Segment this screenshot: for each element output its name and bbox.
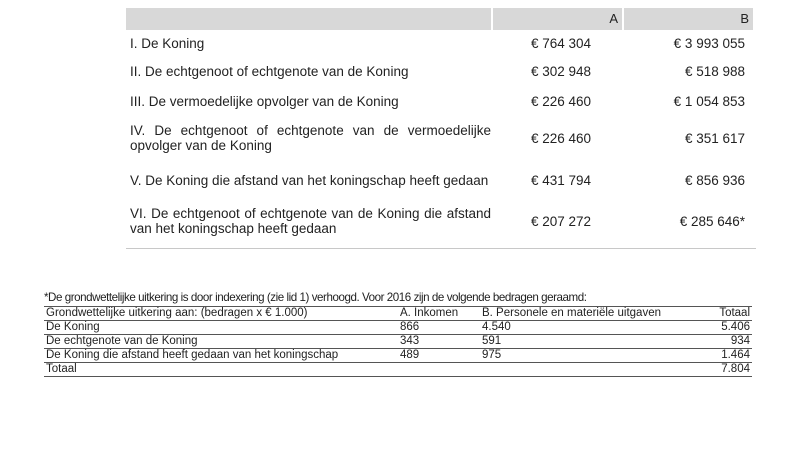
recipient-cell: De Koning (46, 321, 100, 333)
recipient-cell: Totaal (46, 363, 77, 375)
income-cell (400, 363, 482, 376)
value-b: € 1 054 853 (673, 93, 745, 109)
table-row (126, 30, 756, 57)
row-label: II. De echtgenoot of echtgenote van de Koning (130, 64, 409, 79)
row-label: I. De Koning (130, 36, 205, 51)
income-cell: 489 (400, 349, 420, 361)
value-a: € 226 460 (530, 93, 591, 109)
header-income: A. Inkomen (400, 307, 459, 319)
header-expenses: B. Personele en materiële uitgaven (482, 307, 661, 319)
allowance-table (126, 8, 756, 249)
income-cell: 343 (400, 335, 420, 347)
value-a: € 302 948 (530, 64, 591, 79)
estimate-table-header (44, 306, 752, 321)
total-cell: 7.804 (721, 363, 750, 375)
value-a: € 207 272 (530, 213, 591, 229)
header-column-a: A (493, 8, 622, 30)
header-label-cell (126, 8, 491, 30)
row-label: IV. De echtgenoot of echtgenote van de vermoedelijke opvolger van de Koning (130, 123, 491, 153)
value-a: € 226 460 (530, 130, 591, 146)
recipient-cell: De echtgenote van de Koning (46, 335, 198, 347)
value-b: € 285 646* (679, 213, 745, 229)
header-total: Totaal (719, 307, 750, 319)
row-label: VI. De echtgenoot of echtgenote van de Koning die afstand van het koningschap heeft gedaan (130, 206, 491, 236)
value-a: € 764 304 (530, 36, 591, 51)
value-b: € 856 936 (684, 172, 745, 188)
table-row (126, 57, 756, 86)
header-column-b: B (624, 8, 753, 30)
income-cell: 866 (400, 321, 420, 333)
allowance-table-header (126, 8, 756, 30)
total-cell: 1.464 (721, 349, 750, 361)
total-cell: 5.406 (721, 321, 750, 333)
table-row (126, 200, 756, 242)
table-row (44, 335, 752, 349)
header-recipient: Grondwettelijke uitkering aan: (bedragen x € 1.000) (46, 307, 308, 319)
expenses-cell: 975 (482, 349, 502, 361)
total-cell: 934 (730, 335, 750, 347)
footnote: *De grondwettelijke uitkering is door indexering (zie lid 1) verhoogd. Voor 2016 zijn de volgende bedragen geraamd: (44, 291, 587, 304)
value-b: € 3 993 055 (673, 36, 745, 51)
value-b: € 518 988 (684, 64, 745, 79)
expenses-cell: 591 (482, 335, 502, 347)
value-a: € 431 794 (530, 172, 591, 188)
value-b: € 351 617 (684, 130, 745, 146)
recipient-cell: De Koning die afstand heeft gedaan van het koningschap (46, 349, 339, 361)
table-row (126, 86, 756, 116)
table-row (44, 349, 752, 363)
row-label: V. De Koning die afstand van het koningschap heeft gedaan (130, 172, 489, 188)
expenses-cell (482, 363, 672, 376)
table-row (126, 160, 756, 200)
table-row (44, 321, 752, 335)
table-row (126, 116, 756, 160)
expenses-cell: 4.540 (482, 321, 511, 333)
row-label: III. De vermoedelijke opvolger van de Koning (130, 93, 399, 109)
table-row-total (44, 363, 752, 377)
estimate-table (44, 306, 752, 377)
